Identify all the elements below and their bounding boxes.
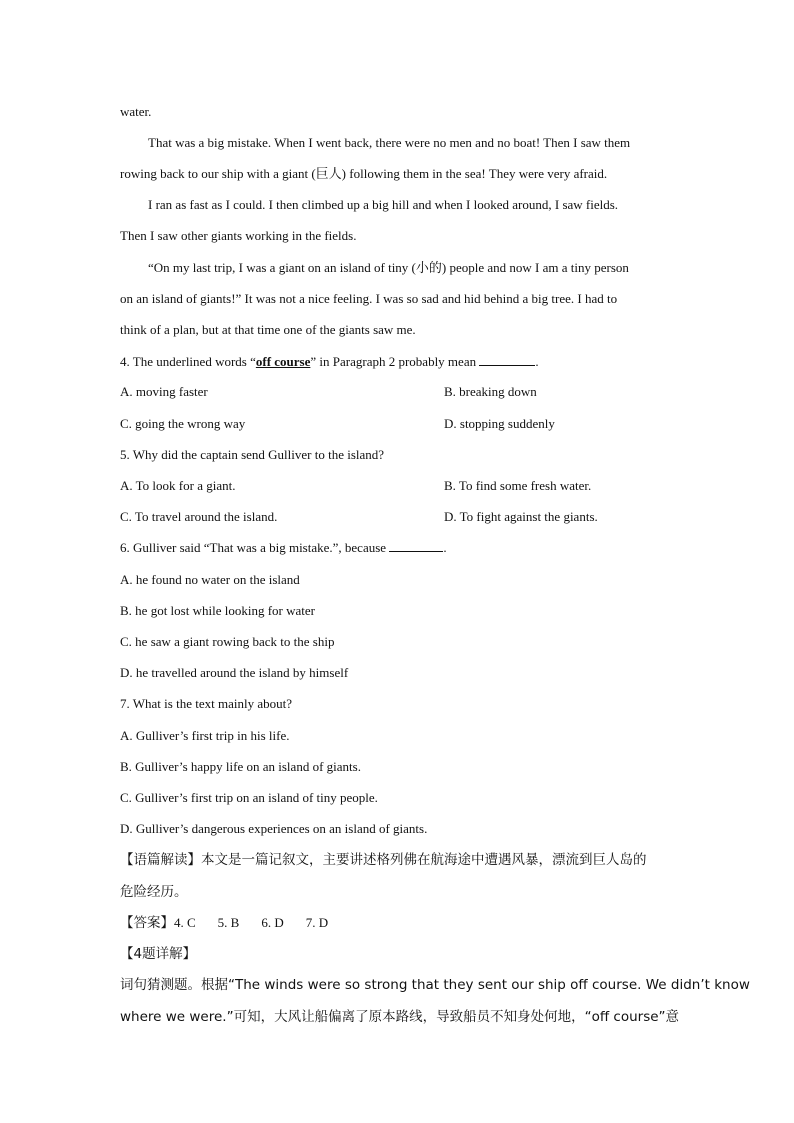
- passage-line: rowing back to our ship with a giant (巨人) following them in the sea! They were very afraid.: [120, 166, 608, 181]
- answer-7: 7. D: [305, 915, 329, 930]
- q4-stem-end: .: [535, 354, 539, 369]
- question-4-stem: [120, 353, 539, 371]
- passage-line: water.: [120, 104, 152, 119]
- answer-key: [120, 914, 350, 932]
- q6-option-d: D. he travelled around the island by himself: [120, 665, 349, 680]
- q5-option-c: C. To travel around the island.: [120, 509, 278, 524]
- detail-heading: 【4题详解】: [120, 946, 197, 962]
- q6-option-b: B. he got lost while looking for water: [120, 603, 315, 618]
- q7-option-c: C. Gulliver’s first trip on an island of tiny people.: [120, 790, 378, 805]
- answer-6: 6. D: [261, 915, 284, 930]
- detail-line: where we were.”可知，大风让船偏离了原本路线，导致船员不知身处何地，“off course”意: [120, 1009, 680, 1025]
- q7-option-d: D. Gulliver’s dangerous experiences on an island of giants.: [120, 821, 428, 836]
- q6-option-c: C. he saw a giant rowing back to the ship: [120, 634, 335, 649]
- q7-option-b: B. Gulliver’s happy life on an island of giants.: [120, 759, 361, 774]
- question-7-stem: 7. What is the text mainly about?: [120, 696, 292, 711]
- passage-line: think of a plan, but at that time one of the giants saw me.: [120, 322, 416, 337]
- analysis-line: 【语篇解读】本文是一篇记叙文，主要讲述格列佛在航海途中遭遇风暴，漂流到巨人岛的: [120, 852, 647, 868]
- q4-stem-start: 4. The underlined words “: [120, 354, 256, 369]
- q5-option-d: D. To fight against the giants.: [444, 509, 598, 524]
- answer-label: 【答案】: [120, 915, 174, 931]
- answer-blank: [389, 539, 443, 552]
- passage-line: on an island of giants!” It was not a nice feeling. I was so sad and hid behind a big tree. I had to: [120, 291, 618, 306]
- q6-stem-text: 6. Gulliver said “That was a big mistake.”, because: [120, 540, 390, 555]
- q4-option-a: A. moving faster: [120, 384, 208, 399]
- q5-option-b: B. To find some fresh water.: [444, 478, 592, 493]
- passage-line: That was a big mistake. When I went back, there were no men and no boat! Then I saw them: [148, 135, 631, 150]
- q4-stem-middle: ” in Paragraph 2 probably mean: [310, 354, 480, 369]
- answer-blank: [479, 353, 535, 366]
- answer-5: 5. B: [217, 915, 240, 930]
- question-6-stem: [120, 539, 447, 557]
- question-5-stem: 5. Why did the captain send Gulliver to the island?: [120, 447, 385, 462]
- passage-line: “On my last trip, I was a giant on an island of tiny (小的) people and now I am a tiny person: [148, 260, 629, 275]
- detail-line: 词句猜测题。根据“The winds were so strong that they sent our ship off course. We didn’t know: [120, 977, 750, 993]
- answer-4: 4. C: [174, 915, 196, 930]
- q5-option-a: A. To look for a giant.: [120, 478, 236, 493]
- q6-option-a: A. he found no water on the island: [120, 572, 300, 587]
- analysis-line: 危险经历。: [120, 884, 188, 900]
- q4-underlined-words: off course: [255, 354, 311, 369]
- q4-option-b: B. breaking down: [444, 384, 537, 399]
- q4-option-c: C. going the wrong way: [120, 416, 246, 431]
- passage-line: I ran as fast as I could. I then climbed up a big hill and when I looked around, I saw fields.: [148, 197, 619, 212]
- passage-line: Then I saw other giants working in the fields.: [120, 228, 357, 243]
- q7-option-a: A. Gulliver’s first trip in his life.: [120, 728, 290, 743]
- q4-option-d: D. stopping suddenly: [444, 416, 555, 431]
- q6-stem-end: .: [443, 540, 447, 555]
